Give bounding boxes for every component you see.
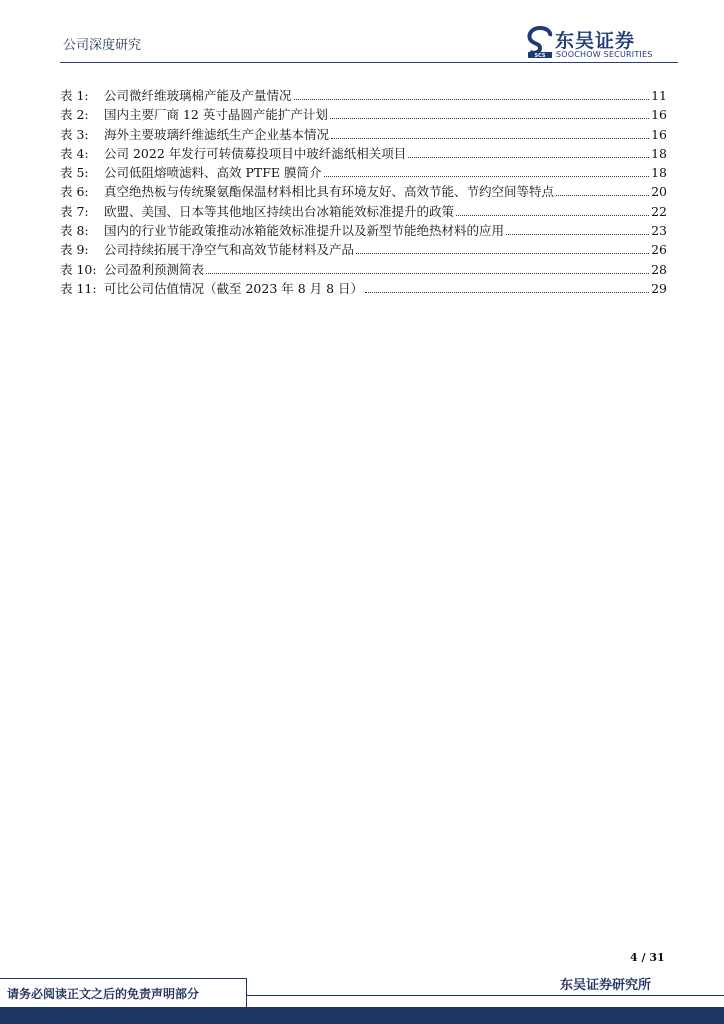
logo-name-en: SOOCHOW SECURITIES — [556, 50, 653, 59]
toc-entry[interactable] — [60, 202, 667, 221]
toc-dot-leader — [408, 157, 649, 158]
toc-dot-leader — [206, 273, 649, 274]
page-number: 4 / 31 — [630, 951, 665, 964]
toc-entry-title[interactable]: 国内主要厂商 12 英寸晶圆产能扩产计划 — [104, 107, 328, 123]
toc-entry-label: 表 5: — [60, 165, 89, 181]
toc-entry-page[interactable]: 20 — [651, 184, 667, 200]
toc-entry-label: 表 3: — [60, 126, 89, 142]
toc-dot-leader — [456, 215, 649, 216]
logo-mark: SCS — [534, 53, 546, 58]
toc-entry-page[interactable]: 26 — [651, 242, 667, 258]
footer-organization: 东吴证券研究所 — [560, 978, 652, 993]
toc-entry[interactable] — [60, 240, 667, 259]
toc-entry-label: 表 9: — [60, 242, 89, 258]
toc-entry-label: 表 11: — [60, 280, 97, 296]
toc-dot-leader — [356, 253, 649, 254]
toc-entry[interactable] — [60, 279, 667, 298]
toc-entry-label: 表 7: — [60, 203, 89, 219]
toc-entry-label: 表 6: — [60, 184, 89, 200]
toc-entry-title[interactable]: 真空绝热板与传统聚氨酯保温材料相比具有环境友好、高效节能、节约空间等特点 — [104, 184, 555, 200]
toc-entry-page[interactable]: 16 — [651, 107, 667, 123]
toc-entry-title[interactable]: 欧盟、美国、日本等其他地区持续出台冰箱能效标准提升的政策 — [104, 203, 455, 219]
toc-dot-leader — [330, 118, 649, 119]
disclaimer-link[interactable]: 请务必阅读正文之后的免责声明部分 — [7, 987, 200, 1001]
disclaimer-box — [0, 978, 247, 1008]
toc-entry-title[interactable]: 公司持续拓展干净空气和高效节能材料及产品 — [104, 242, 355, 258]
toc-entry-label: 表 10: — [60, 261, 97, 277]
toc-entry-title[interactable]: 海外主要玻璃纤维滤纸生产企业基本情况 — [104, 126, 330, 142]
toc-entry[interactable] — [60, 105, 667, 124]
toc-entry-label: 表 8: — [60, 223, 89, 239]
toc-entry-page[interactable]: 28 — [651, 261, 667, 277]
toc-entry-title[interactable]: 公司盈利预测简表 — [104, 261, 205, 277]
toc-entry-label: 表 1: — [60, 88, 89, 103]
table-of-tables — [60, 86, 667, 298]
toc-entry-page[interactable]: 22 — [651, 203, 667, 219]
toc-entry-title[interactable]: 公司 2022 年发行可转债募投项目中玻纤滤纸相关项目 — [104, 145, 407, 161]
toc-entry-label: 表 2: — [60, 107, 89, 123]
toc-entry[interactable] — [60, 260, 667, 279]
toc-entry[interactable] — [60, 221, 667, 240]
toc-entry-page[interactable]: 23 — [651, 223, 667, 239]
header-divider — [60, 62, 678, 63]
toc-entry-title[interactable]: 公司低阻熔喷滤料、高效 PTFE 膜简介 — [104, 165, 322, 181]
report-type-title: 公司深度研究 — [63, 38, 142, 53]
toc-entry-page[interactable]: 16 — [651, 126, 667, 142]
toc-entry[interactable] — [60, 163, 667, 182]
toc-dot-leader — [556, 195, 649, 196]
footer-band — [0, 1007, 724, 1024]
toc-entry-page[interactable]: 11 — [651, 88, 667, 103]
toc-dot-leader — [331, 138, 649, 139]
toc-dot-leader — [294, 99, 649, 100]
logo-name-cn: 东吴证券 — [555, 30, 636, 52]
toc-entry[interactable] — [60, 125, 667, 144]
toc-dot-leader — [506, 234, 649, 235]
toc-entry-page[interactable]: 18 — [651, 165, 667, 181]
toc-entry-title[interactable]: 国内的行业节能政策推动冰箱能效标准提升以及新型节能绝热材料的应用 — [104, 223, 505, 239]
toc-entry-page[interactable]: 18 — [651, 145, 667, 161]
toc-entry-page[interactable]: 29 — [651, 280, 667, 296]
toc-entry[interactable] — [60, 86, 667, 105]
company-logo — [527, 26, 677, 60]
toc-entry[interactable] — [60, 144, 667, 163]
toc-entry-title[interactable]: 可比公司估值情况（截至 2023 年 8 月 8 日） — [104, 280, 364, 296]
toc-entry-label: 表 4: — [60, 145, 89, 161]
toc-entry-title[interactable]: 公司微纤维玻璃棉产能及产量情况 — [104, 88, 292, 103]
soochow-logo-icon — [527, 26, 553, 58]
toc-entry[interactable] — [60, 182, 667, 201]
toc-dot-leader — [365, 292, 649, 293]
toc-dot-leader — [324, 176, 650, 177]
